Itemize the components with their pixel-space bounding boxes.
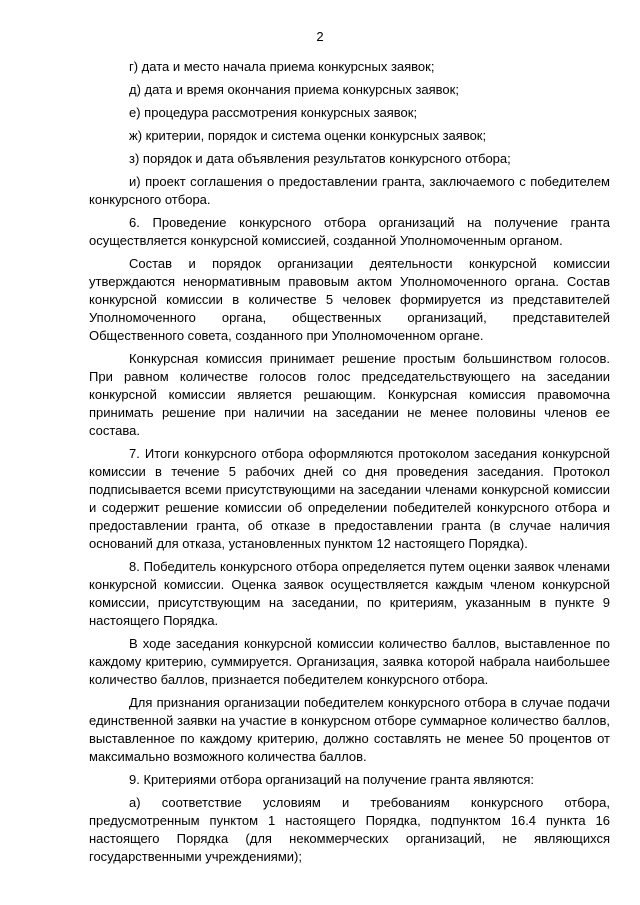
commission-decision-paragraph: Конкурсная комиссия принимает решение простым большинством голосов. При равном количестве голосов голос председательствующего на заседании конкурсной комиссии является решающим. Конкурсная комиссия правомочна принимать решение при наличии на заседании не менее половины членов ее состава.	[89, 351, 610, 438]
clause-9: 9. Критериями отбора организаций на получение гранта являются:	[129, 772, 535, 787]
list-item-d: д) дата и время окончания приема конкурсных заявок;	[129, 82, 459, 97]
list-item-zh: ж) критерии, порядок и система оценки конкурсных заявок;	[129, 128, 487, 143]
clause-7: 7. Итоги конкурсного отбора оформляются протоколом заседания конкурсной комиссии в течение 5 рабочих дней со дня проведения заседания. Протокол подписывается всеми присутствующими на заседании членами конкурсной комиссии и содержит решение комиссии об определении победителей конкурсного отбора и предоставлении гранта, об отказе в предоставлении гранта (в случае наличия оснований для отказа, установленных пунктом 12 настоящего Порядка).	[89, 446, 610, 551]
commission-composition-paragraph: Состав и порядок организации деятельности конкурсной комиссии утверждаются ненормативным правовым актом Уполномоченного органа. Состав конкурсной комиссии в количестве 5 человек формируется из представителей Уполномоченного органа, общественных организаций, представителей Общественного совета, созданного при Уполномоченном органе.	[89, 256, 610, 343]
list-item-e: е) процедура рассмотрения конкурсных заявок;	[129, 105, 418, 120]
list-item-z: з) порядок и дата объявления результатов конкурсного отбора;	[129, 151, 511, 166]
list-item-g: г) дата и место начала приема конкурсных заявок;	[129, 59, 435, 74]
scoring-paragraph: В ходе заседания конкурсной комиссии количество баллов, выставленное по каждому критерию, суммируется. Организация, заявка которой набрала наибольшее количество баллов, признается победителем конкурсного отбора.	[89, 636, 610, 687]
page-number: 2	[316, 29, 324, 44]
single-application-paragraph: Для признания организации победителем конкурсного отбора в случае подачи единственной заявки на участие в конкурсном отборе суммарное количество баллов, выставленное по каждому критерию, должно составлять не менее 50 процентов от максимально возможного количества баллов.	[89, 695, 610, 764]
clause-6: 6. Проведение конкурсного отбора организаций на получение гранта осуществляется конкурсной комиссией, созданной Уполномоченным органом.	[89, 215, 610, 248]
list-item-i: и) проект соглашения о предоставлении гранта, заключаемого с победителем конкурсного отбора.	[89, 174, 610, 207]
document-body	[89, 58, 610, 871]
clause-8: 8. Победитель конкурсного отбора определяется путем оценки заявок членами конкурсной комиссии. Оценка заявок осуществляется каждым членом конкурсной комиссии, присутствующим на заседании, по критериям, указанным в пункте 9 настоящего Порядка.	[89, 559, 610, 628]
criterion-a: а) соответствие условиям и требованиям конкурсного отбора, предусмотренным пунктом 1 настоящего Порядка, подпунктом 16.4 пункта 16 настоящего Порядка (для некоммерческих организаций, не являющихся государственными учреждениями);	[89, 795, 610, 864]
